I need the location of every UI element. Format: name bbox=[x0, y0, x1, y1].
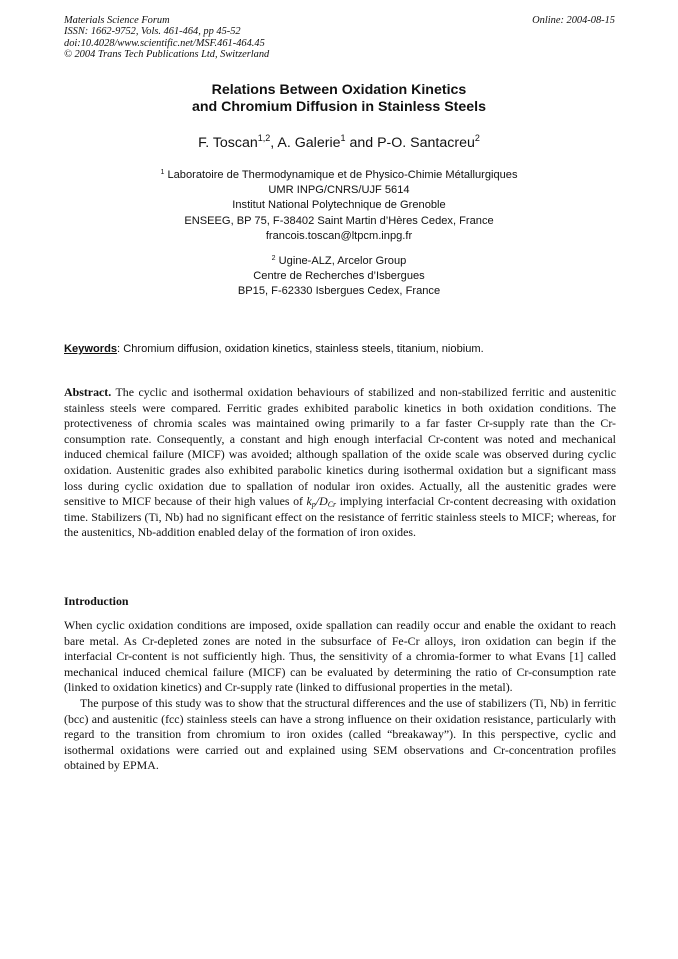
keywords bbox=[64, 342, 616, 356]
author-name: F. Toscan bbox=[198, 135, 258, 151]
paper-title bbox=[0, 82, 678, 117]
author-affiliation-mark: 2 bbox=[474, 133, 480, 143]
issn-line: ISSN: 1662-9752, Vols. 461-464, pp 45-52 bbox=[64, 26, 241, 38]
title-line-2: and Chromium Diffusion in Stainless Steels bbox=[191, 99, 487, 116]
author-affiliation-mark: 1 bbox=[340, 133, 346, 143]
affiliation-number: 1 bbox=[160, 169, 165, 176]
kp-dcr-ratio: $k_p/D_{Cr}$ bbox=[306, 494, 337, 510]
affiliation-line: UMR INPG/CNRS/UJF 5614 bbox=[268, 184, 410, 197]
doi-line[interactable]: doi:10.4028/www.scientific.net/MSF.461-464.45 bbox=[64, 37, 265, 49]
author-name: P-O. Santacreu bbox=[377, 135, 475, 151]
running-header bbox=[64, 15, 394, 61]
section-heading-introduction: Introduction bbox=[64, 594, 129, 608]
introduction-body bbox=[64, 618, 616, 774]
author-separator: and bbox=[345, 135, 378, 151]
author-email[interactable]: francois.toscan@ltpcm.inpg.fr bbox=[265, 229, 413, 242]
author-name: A. Galerie bbox=[277, 135, 341, 151]
author-separator: , bbox=[270, 135, 278, 151]
affiliation-line: ENSEEG, BP 75, F-38402 Saint Martin d’Hères Cedex, France bbox=[184, 214, 494, 227]
abstract-text: The cyclic and isothermal oxidation behaviours of stabilized and non-stabilized ferritic and austenitic stainless steels were compared. Ferritic grades exhibited parabolic kinetics in both oxidation conditions. The protectiveness of chromia scales was maintained owing primarily to a far faster Cr-supply rate than the Cr-consumption rate. Consequently, a constant and high enough interfacial Cr-content was noted and mechanical induced chemical failure (MICF) was avoided; although spallation of the oxide scale was observed during cyclic oxidation. Austenitic grades also exhibited parabolic kinetics during isothermal oxidation but a significant mass loss during cyclic oxidation due to spallation of nodular iron oxides. Actually, all the austenitic grades were sensitive to MICF because of their high values of bbox=[64, 385, 616, 509]
abstract bbox=[64, 385, 616, 541]
title-line-1: Relations Between Oxidation Kinetics bbox=[211, 82, 467, 98]
keywords-label: Keywords bbox=[64, 343, 118, 355]
author-list bbox=[0, 135, 678, 152]
copyright-line: © 2004 Trans Tech Publications Ltd, Switzerland bbox=[64, 49, 270, 61]
author-affiliation-mark: 1,2 bbox=[257, 133, 271, 143]
affiliation-line: BP15, F-62330 Isbergues Cedex, France bbox=[237, 285, 441, 298]
keywords-text: : Chromium diffusion, oxidation kinetics, stainless steels, titanium, niobium. bbox=[117, 343, 484, 355]
affiliation-line: $^1$ Laboratoire de Thermodynamique et de Physico-Chimie Métallurgiques bbox=[160, 169, 518, 181]
affiliation-line: Institut National Polytechnique de Grenoble bbox=[232, 199, 446, 212]
paragraph: The purpose of this study was to show that the structural differences and the use of stabilizers (Ti, Nb) in ferritic (bcc) and austenitic (fcc) stainless steels can have a strong influence on their oxidation resistance, particularly with regard to the transition from chromium to iron oxides (called “breakaway”). In this perspective, cyclic and isothermal oxidations were carried out and explained using SEM observations and Cr-concentration profiles obtained by EPMA. bbox=[64, 695, 616, 773]
affiliation-number: 2 bbox=[271, 255, 276, 262]
affiliation-1 bbox=[0, 168, 678, 244]
abstract-text: implying interfacial Cr-content decreasing with oxidation time. Stabilizers (Ti, Nb) had no significant effect on the resistance of ferritic stainless steels to MICF; whereas, for the austenitics, Nb-addition enabled delay of the formation of iron oxides. bbox=[64, 494, 617, 540]
affiliation-2 bbox=[0, 254, 678, 300]
journal-name: Materials Science Forum bbox=[64, 15, 170, 26]
abstract-label: Abstract. bbox=[64, 385, 112, 399]
online-date: Online: 2004-08-15 bbox=[532, 15, 615, 26]
affiliation-line: Centre de Recherches d’Isbergues bbox=[253, 270, 425, 283]
affiliation-line: $^2$ Ugine-ALZ, Arcelor Group bbox=[271, 255, 407, 267]
paragraph: When cyclic oxidation conditions are imposed, oxide spallation can readily occur and enable the oxidant to reach bare metal. As Cr-depleted zones are noted in the subsurface of Fe-Cr alloys, iron oxidation can begin if the interfacial Cr-content is not sufficiently high. Thus, the sensitivity of a chromia-former to what Evans [1] called mechanical induced chemical failure (MICF) can be evaluated by determining the ratio of Cr-consumption rate (linked to oxidation kinetics) and Cr-supply rate (linked to diffusional properties in the metal). bbox=[64, 618, 616, 695]
